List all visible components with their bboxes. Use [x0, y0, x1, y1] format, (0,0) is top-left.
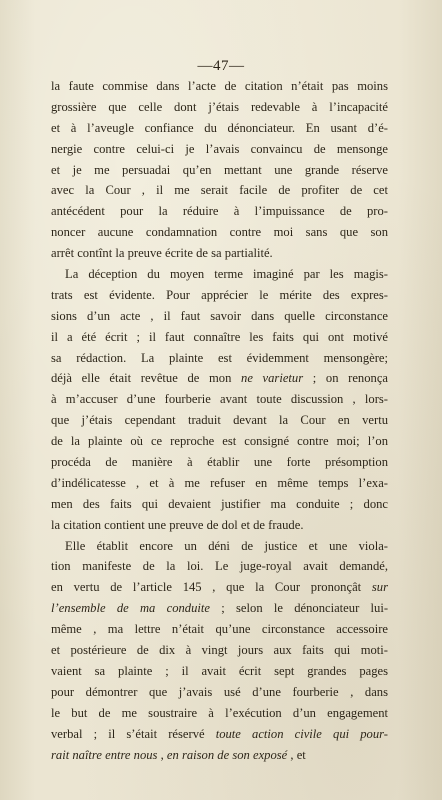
paragraph — [51, 536, 388, 766]
text-run: pour démontrer que j’avais usé d’une fourberie , dans — [51, 684, 388, 699]
text-run: ; on renonça — [303, 371, 388, 386]
italic-run: en raison de son exposé — [166, 747, 288, 762]
text-line — [51, 745, 388, 766]
text-run: antécédent pour la réduire à l’impuissance de pro- — [51, 204, 388, 219]
text-run: Elle établit encore un déni de justice et une viola- — [65, 538, 388, 553]
text-run: et je me persuadai qu’en mettant une grande réserve — [51, 162, 388, 177]
text-line — [51, 640, 388, 661]
text-run: ; selon le dénonciateur lui- — [210, 601, 389, 616]
text-line — [51, 160, 388, 181]
text-run: sa rédaction. La plainte est évidemment mensongère; — [51, 350, 388, 365]
italic-run: rait naître entre nous — [51, 747, 158, 762]
text-line — [51, 285, 388, 306]
text-run: il a été écrit ; il faut connaître les faits qui ont motivé — [51, 329, 388, 344]
paragraph — [51, 76, 388, 264]
text-run: déjà elle était revêtue de mon — [51, 371, 242, 386]
text-run: verbal ; il s’était réservé — [51, 726, 216, 741]
italic-run: l’ensemble de ma conduite — [51, 601, 210, 616]
text-run: la citation contient une preuve de dol et de fraude. — [51, 517, 304, 532]
text-run: La déception du moyen terme imaginé par les magis- — [65, 267, 388, 282]
text-line — [51, 661, 388, 682]
text-line — [51, 515, 388, 536]
text-line — [51, 264, 388, 285]
text-line — [51, 306, 388, 327]
text-line — [51, 118, 388, 139]
text-line — [51, 703, 388, 724]
text-run: à m’accuser d’une fourberie avant toute discussion , lors- — [51, 392, 388, 407]
text-line — [51, 348, 388, 369]
text-line — [51, 682, 388, 703]
page-number: —47— — [197, 58, 245, 74]
text-line — [51, 368, 388, 389]
text-run: procéda de manière à établir une forte présomption — [51, 455, 388, 470]
text-run: vaient sa plainte ; il avait écrit sept grandes pages — [51, 663, 388, 678]
text-line — [51, 536, 388, 557]
text-line — [51, 222, 388, 243]
paragraph — [51, 264, 388, 536]
text-run: en vertu de l’article 145 , que la Cour prononçât — [51, 580, 372, 595]
text-run: , — [157, 747, 167, 762]
text-run: men des faits qui devaient justifier ma conduite ; donc — [51, 496, 388, 511]
text-run: tion manifeste de la loi. Le juge-royal avait demandé, — [51, 559, 388, 574]
text-run: que j’étais cependant traduit devant la Cour en vertu — [51, 413, 388, 428]
text-run: la faute commise dans l’acte de citation n’était pas moins — [51, 79, 388, 93]
text-run: le but de me soustraire à l’exécution d’un engagement — [51, 705, 388, 720]
text-line — [51, 180, 388, 201]
text-line — [51, 577, 388, 598]
text-run: et à l’aveugle confiance du dénonciateur. En usant d’é- — [51, 120, 388, 135]
text-line — [51, 452, 388, 473]
text-run: sions d’un acte , il faut savoir dans quelle circonstance — [51, 308, 388, 323]
text-run: d’indélicatesse , et à me refuser en même temps l’exa- — [51, 475, 388, 490]
text-line — [51, 97, 388, 118]
body-text — [51, 76, 388, 765]
text-line — [51, 473, 388, 494]
text-run: de la plainte où ce reproche est consigné contre moi; l’on — [51, 434, 388, 449]
text-line — [51, 389, 388, 410]
text-line — [51, 139, 388, 160]
text-run: grossière que celle dont j’étais redevable à l’incapacité — [51, 99, 388, 114]
italic-run: ne varietur — [241, 371, 304, 386]
text-line — [51, 724, 388, 745]
text-line — [51, 431, 388, 452]
text-run: avec la Cour , il me serait facile de profiter de cet — [51, 183, 388, 198]
text-line — [51, 243, 388, 264]
text-run: , et — [287, 747, 306, 762]
text-run: arrêt contînt la preuve écrite de sa partialité. — [51, 246, 273, 261]
text-line — [51, 201, 388, 222]
text-run: nergie contre celui-ci je l’avais convaincu de mensonge — [51, 141, 388, 156]
text-run: même , ma lettre n’était qu’une circonstance accessoire — [51, 622, 388, 637]
text-line — [51, 327, 388, 348]
italic-run: toute action civile qui pour- — [215, 726, 388, 741]
text-line — [51, 598, 388, 619]
text-line — [51, 76, 388, 97]
text-run: et postérieure de dix à vingt jours aux faits qui moti- — [51, 643, 388, 658]
italic-run: sur — [371, 580, 388, 595]
text-line — [51, 410, 388, 431]
text-line — [51, 494, 388, 515]
text-line — [51, 556, 388, 577]
text-line — [51, 619, 388, 640]
text-run: trats est évidente. Pour apprécier le mérite des expres- — [51, 287, 388, 302]
text-run: noncer aucune condamnation contre moi sans que son — [51, 225, 388, 240]
